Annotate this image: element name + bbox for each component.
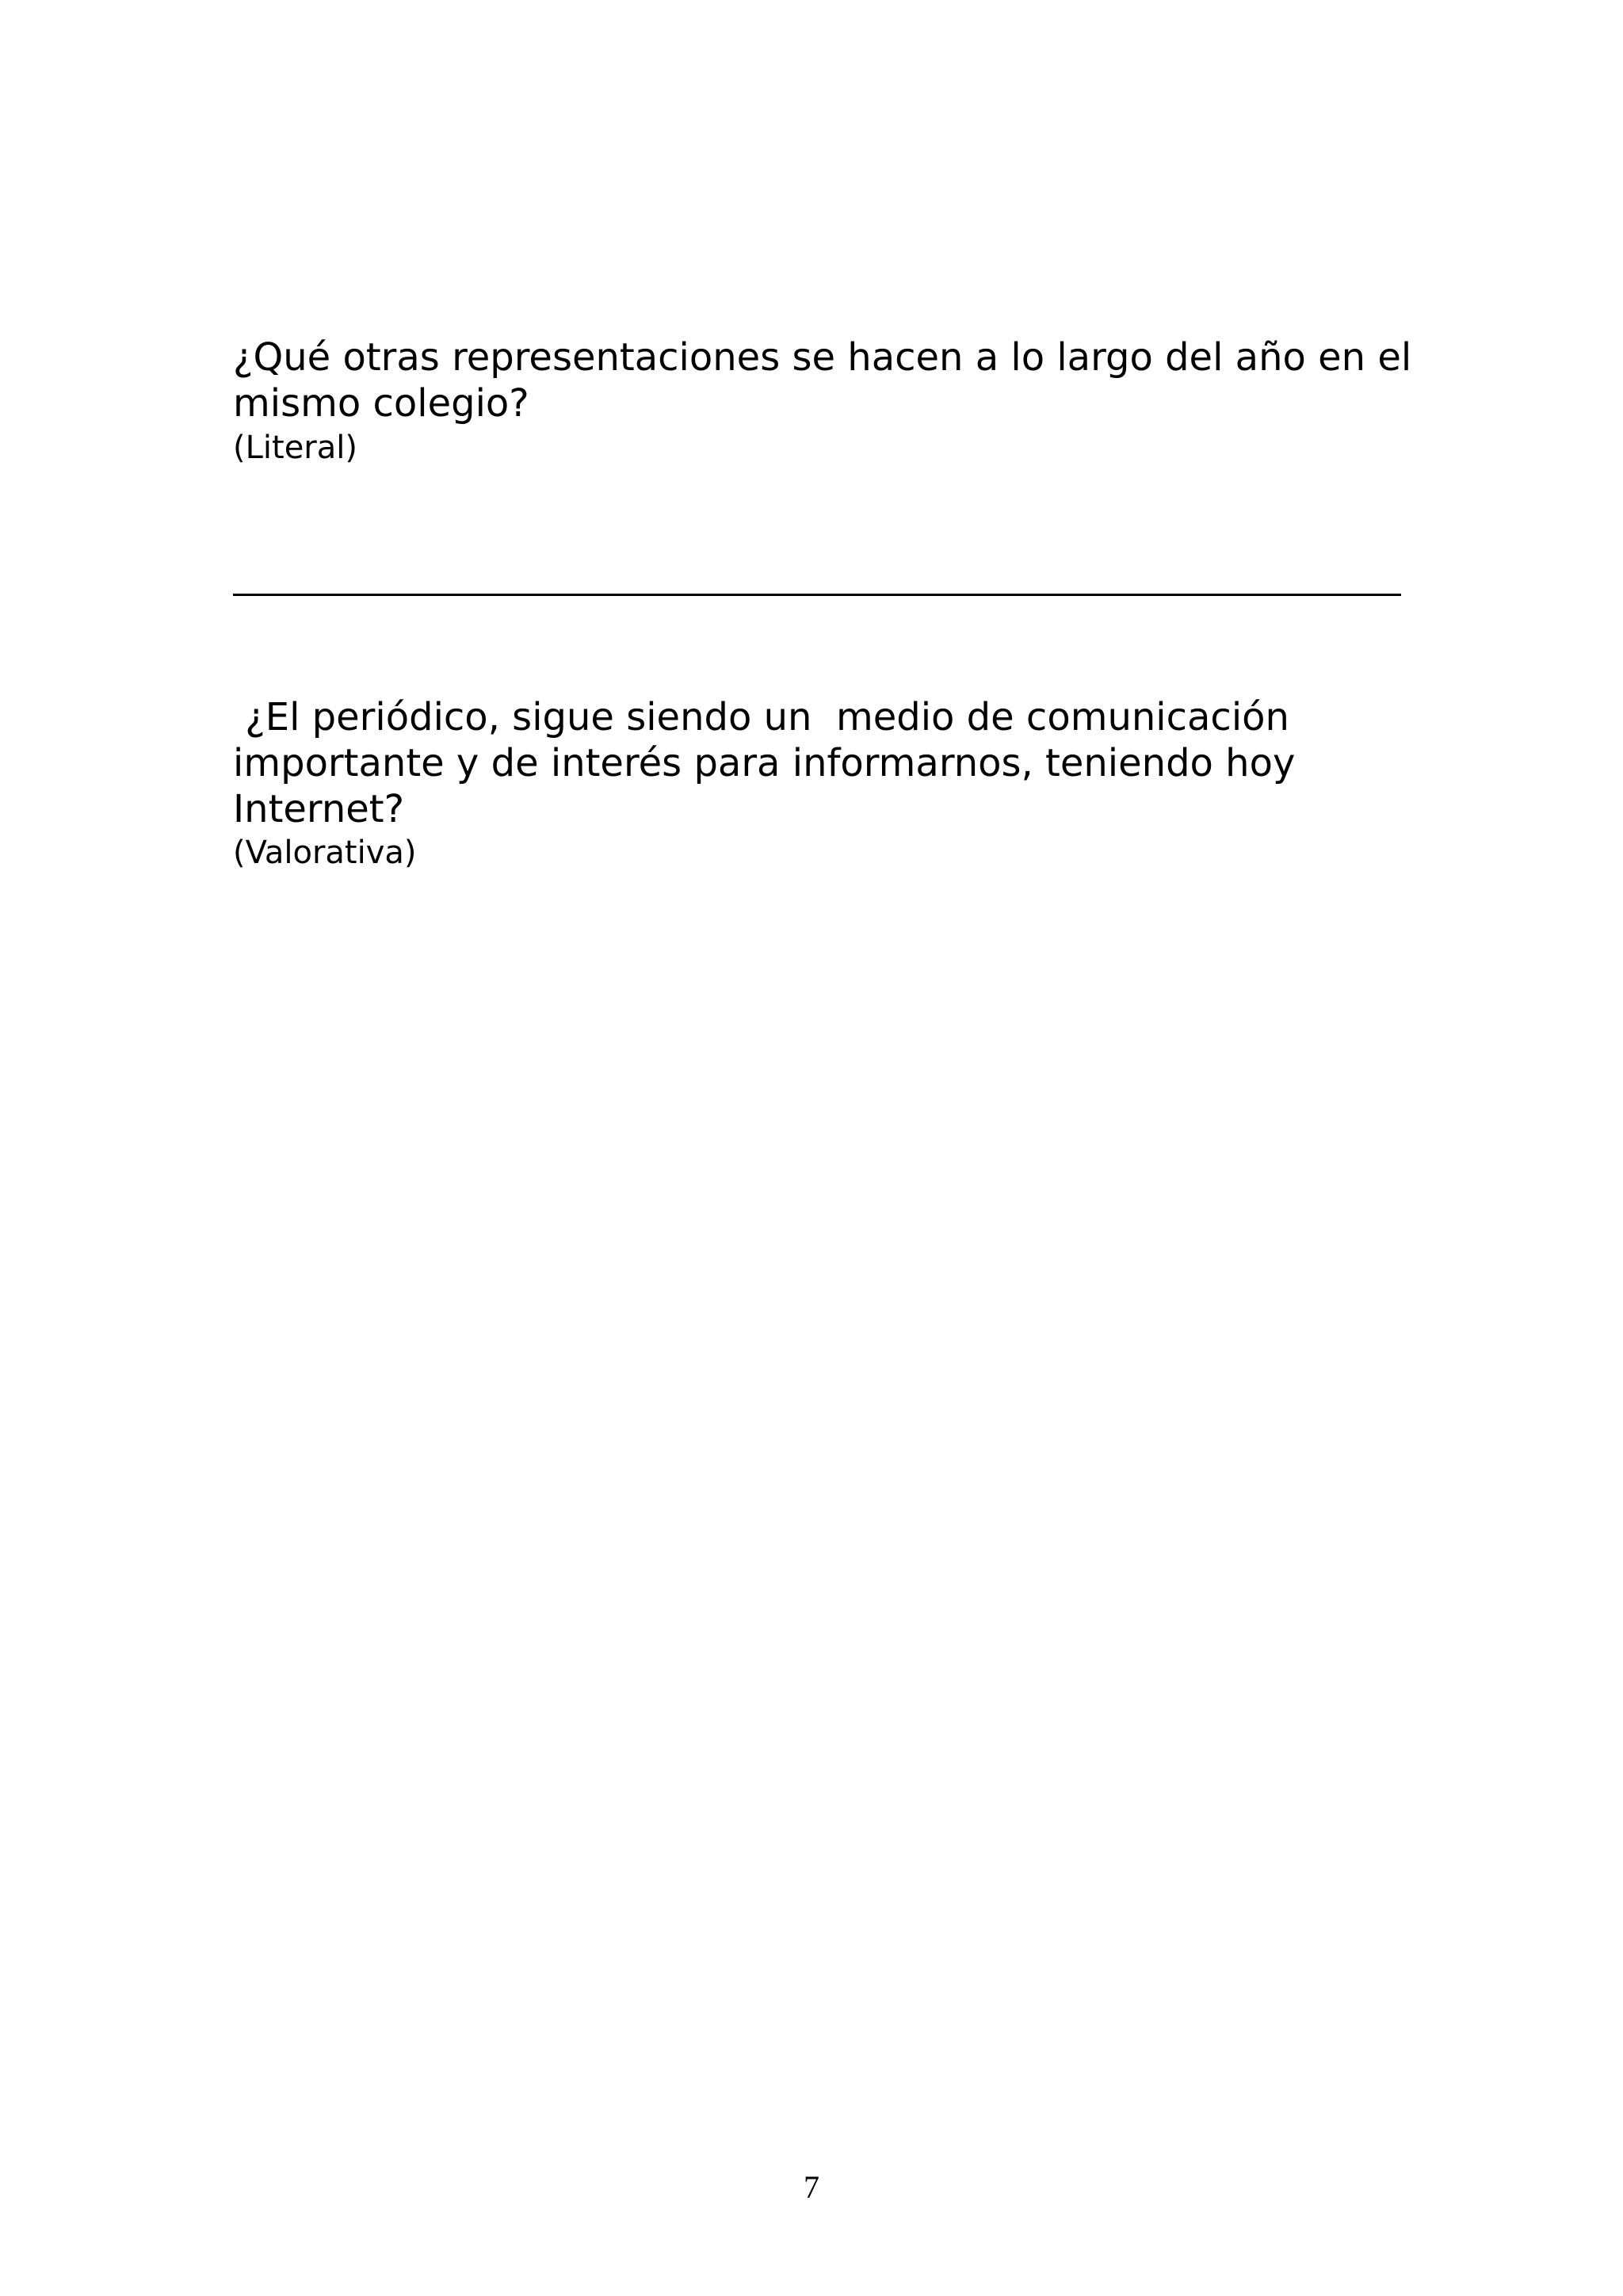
question-1-type: (Literal) <box>233 430 357 466</box>
question-2-text: ¿El periódico, sigue siendo un medio de comunicación importante y de interés para informarnos, teniendo hoy Internet? <box>233 695 1308 831</box>
question-2-type: (Valorativa) <box>233 835 417 871</box>
page-number: 7 <box>804 2169 819 2205</box>
answer-line <box>233 594 1401 596</box>
question-1-text: ¿Qué otras representaciones se hacen a lo largo del año en el mismo colegio? <box>233 335 1424 426</box>
